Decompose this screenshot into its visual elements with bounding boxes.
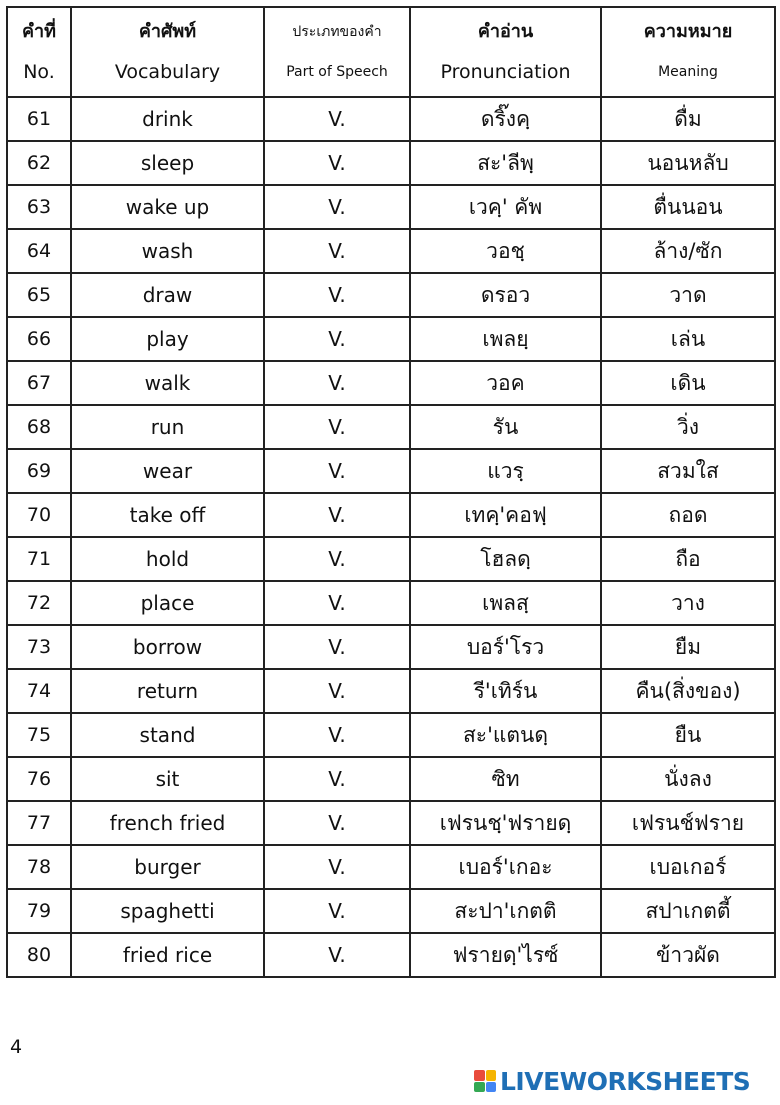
cell-vocabulary: burger (71, 845, 264, 889)
table-row (7, 757, 775, 801)
cell-meaning: เดิน (601, 361, 775, 405)
brand-footer (474, 1066, 750, 1096)
cell-number: 61 (7, 97, 71, 141)
header-row (7, 7, 775, 97)
header-meaning-thai: ความหมาย (643, 21, 733, 42)
table-row (7, 361, 775, 405)
cell-part-of-speech: V. (264, 757, 410, 801)
brand-name: LIVEWORKSHEETS (500, 1066, 751, 1096)
table-row (7, 581, 775, 625)
cell-meaning: คืน(สิ่งของ) (601, 669, 775, 713)
logo-square-green (474, 1082, 485, 1093)
cell-part-of-speech: V. (264, 449, 410, 493)
cell-pronunciation: รี'เทิร์น (410, 669, 601, 713)
cell-part-of-speech: V. (264, 889, 410, 933)
cell-vocabulary: wash (71, 229, 264, 273)
cell-number: 76 (7, 757, 71, 801)
table-row (7, 713, 775, 757)
header-no-eng: No. (23, 61, 55, 83)
cell-meaning: สปาเกตตี้ (601, 889, 775, 933)
cell-meaning: วาด (601, 273, 775, 317)
header-pronunciation (410, 7, 601, 97)
cell-vocabulary: take off (71, 493, 264, 537)
cell-meaning: ถือ (601, 537, 775, 581)
cell-number: 62 (7, 141, 71, 185)
cell-pronunciation: สะ'แตนดฺ (410, 713, 601, 757)
cell-meaning: นอนหลับ (601, 141, 775, 185)
cell-pronunciation: เฟรนชฺ'ฟรายดฺ (410, 801, 601, 845)
cell-vocabulary: spaghetti (71, 889, 264, 933)
cell-vocabulary: wake up (71, 185, 264, 229)
cell-number: 80 (7, 933, 71, 977)
cell-number: 67 (7, 361, 71, 405)
table-row (7, 889, 775, 933)
table-row (7, 801, 775, 845)
cell-meaning: วาง (601, 581, 775, 625)
table-row (7, 273, 775, 317)
cell-part-of-speech: V. (264, 713, 410, 757)
cell-meaning: เล่น (601, 317, 775, 361)
header-part-of-speech-thai: ประเภทของคำ (292, 24, 382, 40)
cell-part-of-speech: V. (264, 625, 410, 669)
table-row (7, 317, 775, 361)
cell-vocabulary: walk (71, 361, 264, 405)
cell-part-of-speech: V. (264, 185, 410, 229)
cell-meaning: เฟรนช์ฟราย (601, 801, 775, 845)
cell-number: 69 (7, 449, 71, 493)
table-row (7, 141, 775, 185)
cell-number: 77 (7, 801, 71, 845)
cell-vocabulary: sit (71, 757, 264, 801)
cell-number: 74 (7, 669, 71, 713)
cell-part-of-speech: V. (264, 669, 410, 713)
cell-part-of-speech: V. (264, 801, 410, 845)
cell-vocabulary: borrow (71, 625, 264, 669)
cell-vocabulary: drink (71, 97, 264, 141)
header-vocabulary-thai: คำศัพท์ (138, 21, 197, 42)
table-row (7, 845, 775, 889)
cell-meaning: ข้าวผัด (601, 933, 775, 977)
cell-number: 64 (7, 229, 71, 273)
cell-vocabulary: run (71, 405, 264, 449)
cell-pronunciation: แวรฺ (410, 449, 601, 493)
cell-pronunciation: ดรอว (410, 273, 601, 317)
cell-part-of-speech: V. (264, 229, 410, 273)
cell-vocabulary: french fried (71, 801, 264, 845)
cell-vocabulary: stand (71, 713, 264, 757)
cell-meaning: ตื่นนอน (601, 185, 775, 229)
header-no-thai: คำที่ (21, 21, 56, 42)
logo-square-blue (486, 1082, 497, 1093)
table-row (7, 229, 775, 273)
cell-vocabulary: place (71, 581, 264, 625)
cell-meaning: เบอเกอร์ (601, 845, 775, 889)
logo-square-red (474, 1070, 485, 1081)
cell-number: 68 (7, 405, 71, 449)
cell-meaning: ยืน (601, 713, 775, 757)
cell-vocabulary: return (71, 669, 264, 713)
cell-part-of-speech: V. (264, 845, 410, 889)
header-part-of-speech-eng: Part of Speech (286, 64, 388, 80)
page-number: 4 (10, 1036, 23, 1058)
logo-square-yellow (486, 1070, 497, 1081)
cell-vocabulary: draw (71, 273, 264, 317)
cell-pronunciation: สะ'ลีพฺ (410, 141, 601, 185)
cell-meaning: ล้าง/ซัก (601, 229, 775, 273)
cell-vocabulary: play (71, 317, 264, 361)
cell-part-of-speech: V. (264, 581, 410, 625)
cell-pronunciation: วอค (410, 361, 601, 405)
cell-number: 63 (7, 185, 71, 229)
header-part-of-speech (264, 7, 410, 97)
cell-vocabulary: fried rice (71, 933, 264, 977)
cell-part-of-speech: V. (264, 97, 410, 141)
table-row (7, 97, 775, 141)
cell-pronunciation: เพลยฺ (410, 317, 601, 361)
cell-vocabulary: hold (71, 537, 264, 581)
cell-meaning: วิ่ง (601, 405, 775, 449)
cell-meaning: ยืม (601, 625, 775, 669)
cell-pronunciation: สะปา'เกตติ (410, 889, 601, 933)
cell-pronunciation: ฟรายดฺ'ไรซ์ (410, 933, 601, 977)
header-meaning (601, 7, 775, 97)
cell-part-of-speech: V. (264, 537, 410, 581)
cell-part-of-speech: V. (264, 141, 410, 185)
table-row (7, 185, 775, 229)
cell-number: 73 (7, 625, 71, 669)
table-row (7, 537, 775, 581)
cell-vocabulary: sleep (71, 141, 264, 185)
cell-meaning: สวมใส (601, 449, 775, 493)
cell-meaning: ถอด (601, 493, 775, 537)
table-row (7, 669, 775, 713)
table-row (7, 449, 775, 493)
cell-pronunciation: รัน (410, 405, 601, 449)
cell-number: 72 (7, 581, 71, 625)
liveworksheets-logo-icon (474, 1070, 496, 1092)
cell-part-of-speech: V. (264, 317, 410, 361)
cell-part-of-speech: V. (264, 273, 410, 317)
cell-pronunciation: ดริ๊งคฺ (410, 97, 601, 141)
cell-pronunciation: โฮลดฺ (410, 537, 601, 581)
cell-pronunciation: เบอร์'เกอะ (410, 845, 601, 889)
header-vocabulary (71, 7, 264, 97)
cell-number: 75 (7, 713, 71, 757)
cell-pronunciation: เทคฺ'คอฟฺ (410, 493, 601, 537)
table-row (7, 493, 775, 537)
cell-part-of-speech: V. (264, 933, 410, 977)
header-pronunciation-eng: Pronunciation (440, 61, 571, 83)
cell-meaning: นั่งลง (601, 757, 775, 801)
cell-number: 71 (7, 537, 71, 581)
cell-pronunciation: เพลสฺ (410, 581, 601, 625)
cell-pronunciation: ซิท (410, 757, 601, 801)
table-row (7, 933, 775, 977)
cell-pronunciation: วอชฺ (410, 229, 601, 273)
vocabulary-table (6, 6, 776, 978)
cell-part-of-speech: V. (264, 361, 410, 405)
cell-number: 66 (7, 317, 71, 361)
cell-pronunciation: เวคฺ' คัพ (410, 185, 601, 229)
table-row (7, 405, 775, 449)
cell-part-of-speech: V. (264, 493, 410, 537)
header-meaning-eng: Meaning (658, 64, 718, 80)
cell-pronunciation: บอร์'โรว (410, 625, 601, 669)
header-vocabulary-eng: Vocabulary (114, 61, 221, 83)
cell-number: 70 (7, 493, 71, 537)
cell-meaning: ดื่ม (601, 97, 775, 141)
cell-part-of-speech: V. (264, 405, 410, 449)
cell-number: 78 (7, 845, 71, 889)
cell-vocabulary: wear (71, 449, 264, 493)
table-row (7, 625, 775, 669)
cell-number: 65 (7, 273, 71, 317)
header-no (7, 7, 71, 97)
cell-number: 79 (7, 889, 71, 933)
header-pronunciation-thai: คำอ่าน (477, 21, 534, 42)
